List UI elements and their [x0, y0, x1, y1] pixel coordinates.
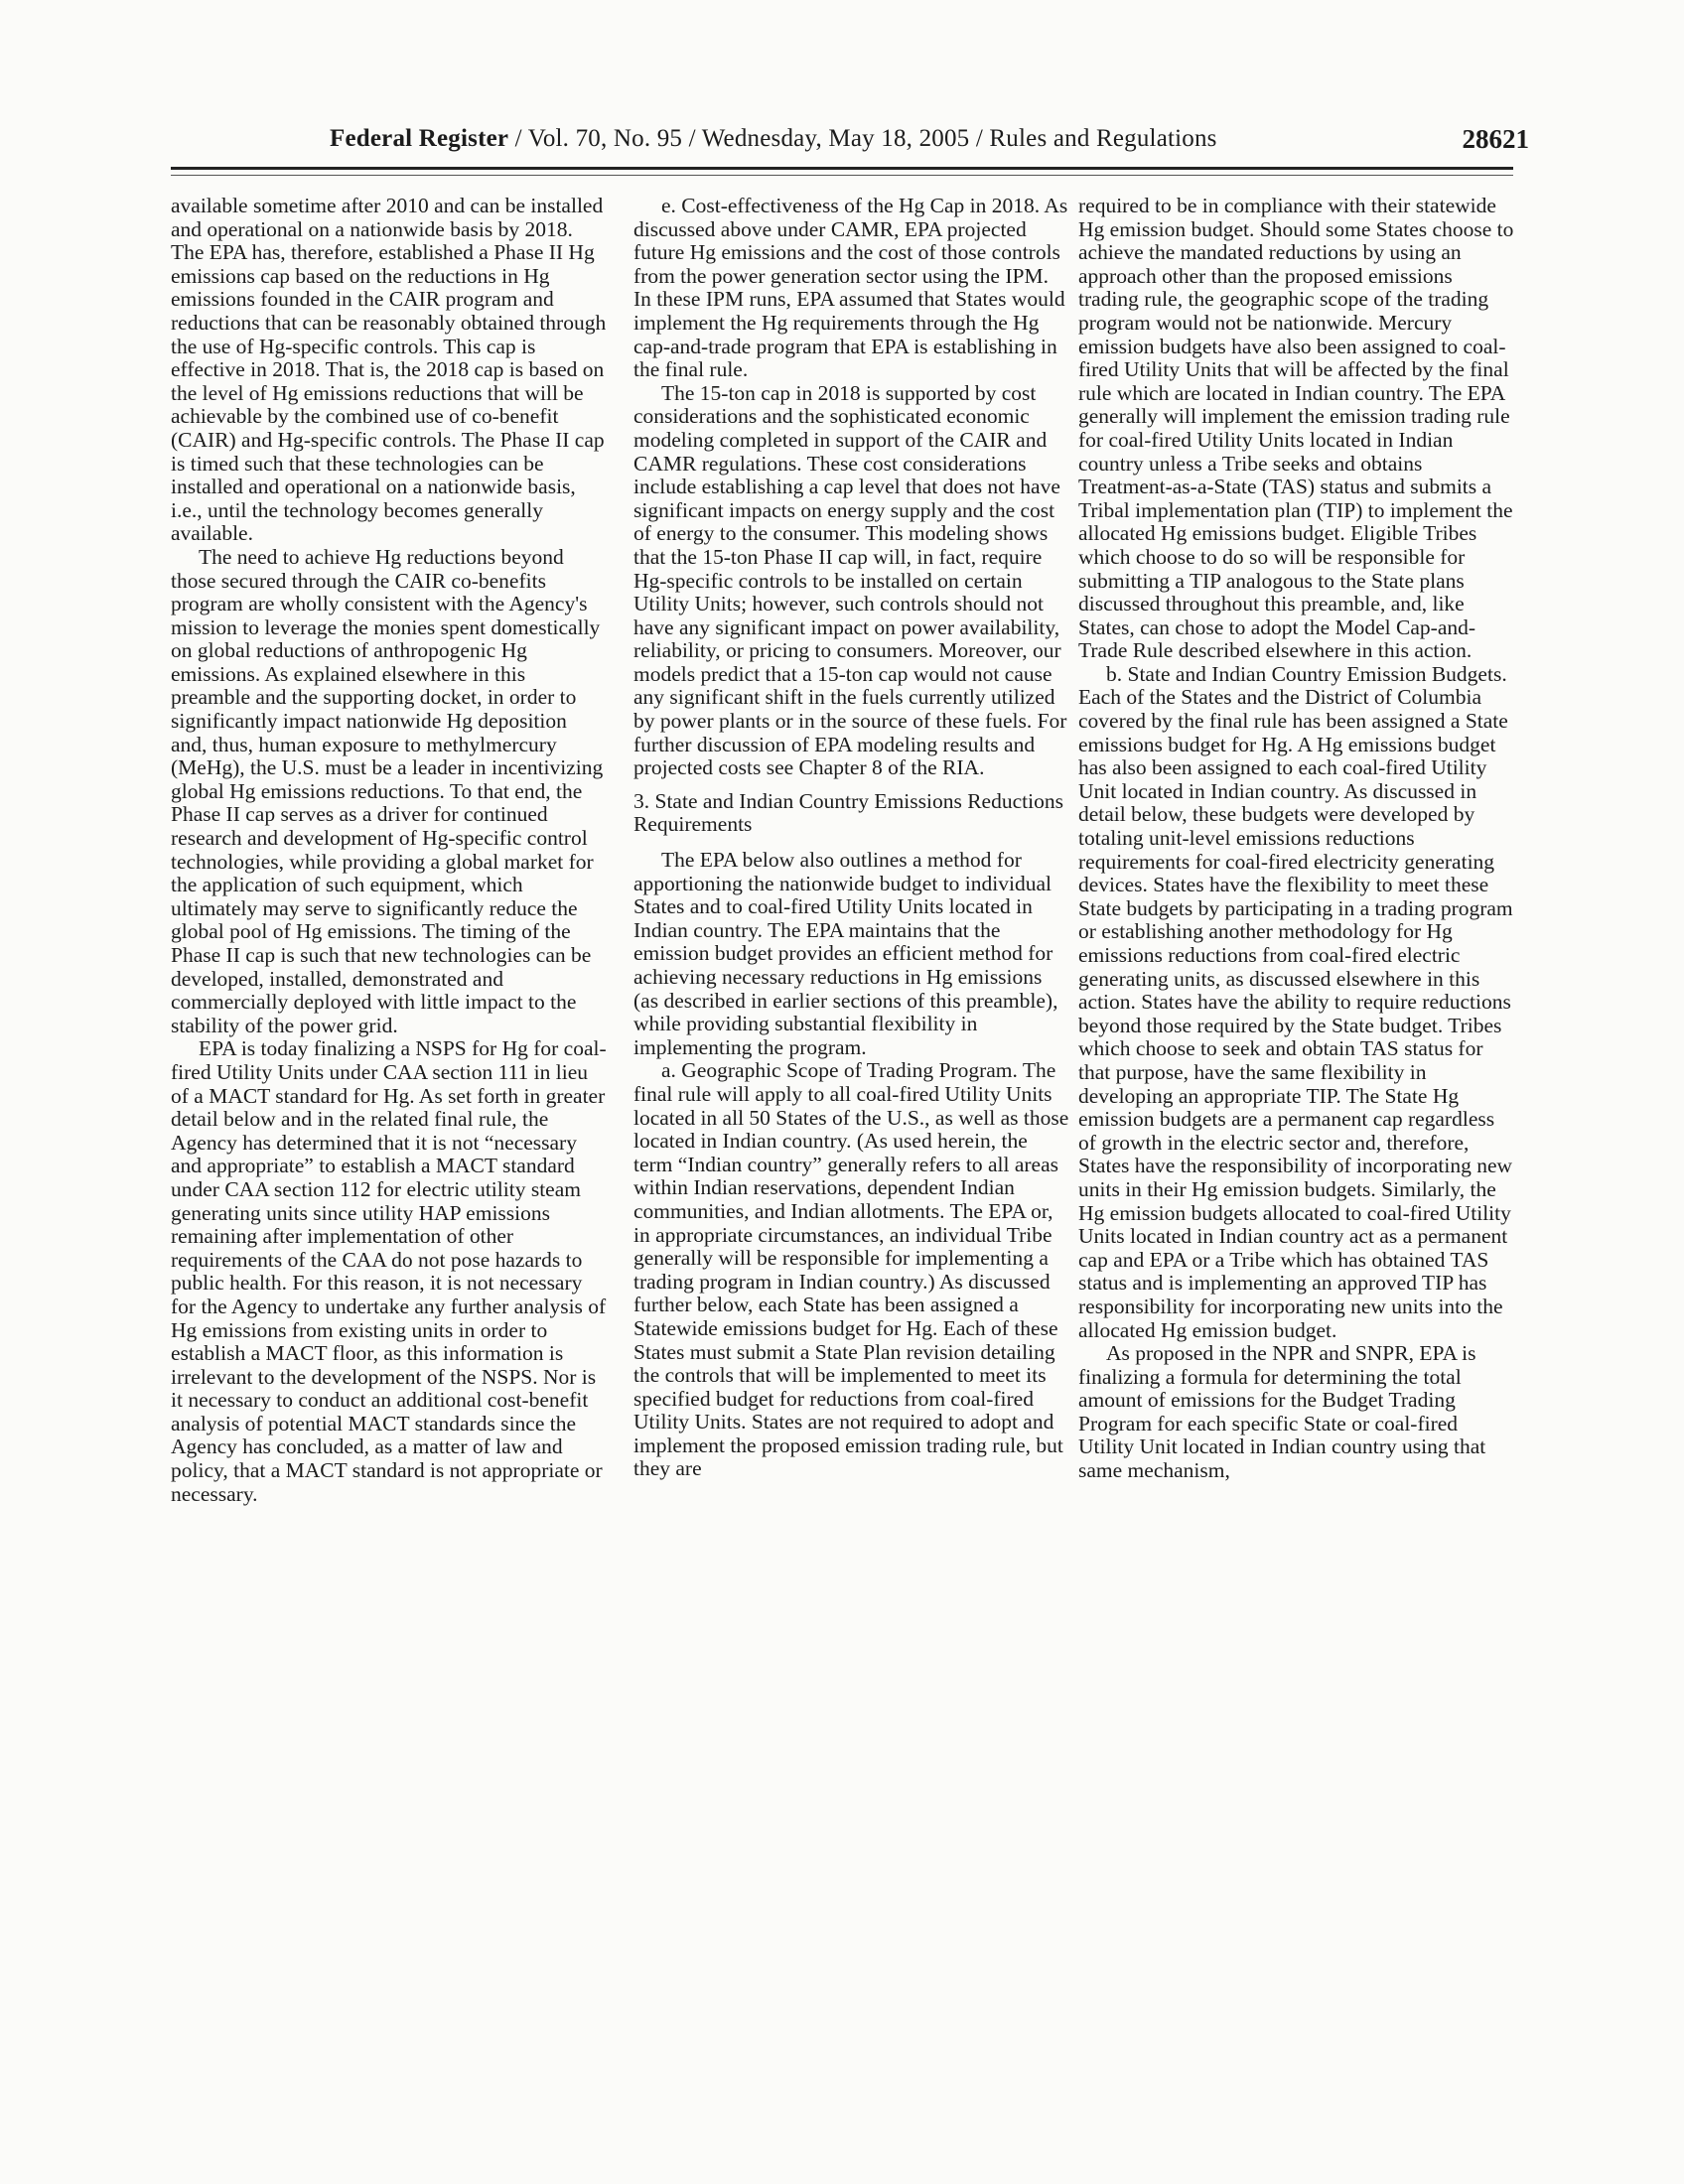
paragraph: The EPA below also outlines a method for apportioning the nationwide budget to individual States and to coal-fired Utility Units located in Indian country. The EPA maintains that the emission budget provides an efficient method for achieving necessary reductions in Hg emissions (as described in earlier sections of this preamble), while providing substantial flexibility in implementing the program.	[633, 848, 1058, 1059]
paragraph: required to be in compliance with their statewide Hg emission budget. Should some States choose to achieve the mandated reductions by using an approach other than the proposed emissions trading rule, the geographic scope of the trading program would not be nationwide. Mercury emission budgets have also been assigned to coal-fired Utility Units that will be affected by the final rule which are located in Indian country. The EPA generally will implement the emission trading rule for coal-fired Utility Units located in Indian country unless a Tribe seeks and obtains Treatment-as-a-State (TAS) status and submits a Tribal implementation plan (TIP) to implement the allocated Hg emissions budget. Eligible Tribes which choose to do so will be responsible for submitting a TIP analogous to the State plans discussed throughout this preamble, and, like States, can chose to adopt the Model Cap-and-Trade Rule described elsewhere in this action.	[1078, 194, 1514, 663]
header-rule	[171, 167, 1513, 170]
paragraph: available sometime after 2010 and can be installed and operational on a nationwide basis by 2018. The EPA has, therefore, established a Phase II Hg emissions cap based on the reductions in Hg emissions founded in the CAIR program and reductions that can be reasonably obtained through the use of Hg-specific controls. This cap is effective in 2018. That is, the 2018 cap is based on the level of Hg emissions reductions that will be achievable by the combined use of co-benefit (CAIR) and Hg-specific controls. The Phase II cap is timed such that these technologies can be installed and operational on a nationwide basis, i.e., until the technology becomes generally available.	[171, 194, 607, 546]
paragraph: The need to achieve Hg reductions beyond those secured through the CAIR co-benefits program are wholly consistent with the Agency's mission to leverage the monies spent domestically on global reductions of anthropogenic Hg emissions. As explained elsewhere in this preamble and the supporting docket, in order to significantly impact nationwide Hg deposition and, thus, human exposure to methylmercury (MeHg), the U.S. must be a leader in incentivizing global Hg emissions reductions. To that end, the Phase II cap serves as a driver for continued research and development of Hg-specific control technologies, while providing a global market for the application of such equipment, which ultimately may serve to significantly reduce the global pool of Hg emissions. The timing of the Phase II cap is such that new technologies can be developed, installed, demonstrated and commercially deployed with little impact to the stability of the power grid.	[171, 544, 604, 1037]
paragraph: b. State and Indian Country Emission Budgets. Each of the States and the District of Columbia covered by the final rule has been assigned a State emissions budget for Hg. A Hg emissions budget has also been assigned to each coal-fired Utility Unit located in Indian country. As discussed in detail below, these budgets were developed by totaling unit-level emissions reductions requirements for coal-fired electricity generating devices. States have the flexibility to meet these State budgets by participating in a trading program or establishing another methodology for Hg emissions reductions from coal-fired electric generating units, as discussed elsewhere in this action. States have the ability to require reductions beyond those required by the State budget. Tribes which choose to seek and obtain TAS status for that purpose, have the same flexibility in developing an appropriate TIP. The State Hg emission budgets are a permanent cap regardless of growth in the electric sector and, therefore, States have the responsibility of incorporating new units in their Hg emission budgets. Similarly, the Hg emission budgets allocated to coal-fired Utility Units located in Indian country act as a permanent cap and EPA or a Tribe which has obtained TAS status and is implementing an approved TIP has responsibility for incorporating new units into the allocated Hg emission budget.	[1078, 661, 1513, 1342]
paragraph: EPA is today finalizing a NSPS for Hg for coal-fired Utility Units under CAA section 111 in lieu of a MACT standard for Hg. As set forth in greater detail below and in the related final rule, the Agency has determined that it is not “necessary and appropriate” to establish a MACT standard under CAA section 112 for electric utility steam generating units since utility HAP emissions remaining after implementation of other requirements of the CAA do not pose hazards to public health. For this reason, it is not necessary for the Agency to undertake any further analysis of Hg emissions from existing units in order to establish a MACT floor, as this information is irrelevant to the development of the NSPS. Nor is it necessary to conduct an additional cost-benefit analysis of potential MACT standards since the Agency has concluded, as a matter of law and policy, that a MACT standard is not appropriate or necessary.	[171, 1036, 607, 1506]
text-column-3	[1078, 195, 1515, 1483]
text-column-1	[171, 195, 608, 1506]
paragraph: a. Geographic Scope of Trading Program. The final rule will apply to all coal-fired Utility Units located in all 50 States of the U.S., as well as those located in Indian country. (As used herein, the term “Indian country” generally refers to all areas within Indian reservations, dependent Indian communities, and Indian allotments. The EPA or, in appropriate circumstances, an individual Tribe generally will be responsible for implementing a trading program in Indian country.) As discussed further below, each State has been assigned a Statewide emissions budget for Hg. Each of these States must submit a State Plan revision detailing the controls that will be implemented to meet its specified budget for reductions from coal-fired Utility Units. States are not required to adopt and implement the proposed emission trading rule, but they are	[633, 1058, 1069, 1481]
text-column-2	[633, 195, 1070, 1481]
page-number: 28621	[1462, 124, 1529, 154]
paragraph: As proposed in the NPR and SNPR, EPA is finalizing a formula for determining the total amount of emissions for the Budget Trading Program for each specific State or coal-fired Utility Unit located in Indian country using that same mechanism,	[1078, 1341, 1486, 1483]
paragraph: e. Cost-effectiveness of the Hg Cap in 2018. As discussed above under CAMR, EPA projected future Hg emissions and the cost of those controls from the power generation sector using the IPM. In these IPM runs, EPA assumed that States would implement the Hg requirements through the Hg cap-and-trade program that EPA is establishing in the final rule.	[633, 194, 1068, 382]
page-header	[169, 119, 1529, 163]
header-rule-thin	[171, 175, 1513, 176]
journal-name: Federal Register	[330, 125, 509, 152]
paragraph: The 15-ton cap in 2018 is supported by cost considerations and the sophisticated economic modeling completed in support of the CAIR and CAMR regulations. These cost considerations include establishing a cap level that does not have significant impacts on energy supply and the cost of energy to the consumer. This modeling shows that the 15-ton Phase II cap will, in fact, require Hg-specific controls to be installed on certain Utility Units; however, such controls should not have any significant impact on power availability, reliability, or pricing to consumers. Moreover, our models predict that a 15-ton cap would not cause any significant shift in the fuels currently utilized by power plants or in the source of these fuels. For further discussion of EPA modeling results and projected costs see Chapter 8 of the RIA.	[633, 380, 1067, 780]
running-head	[330, 125, 1217, 153]
issue-citation: / Vol. 70, No. 95 / Wednesday, May 18, 2005 / Rules and Regulations	[508, 125, 1217, 152]
section-heading: 3. State and Indian Country Emissions Reductions Requirements	[633, 788, 1063, 837]
